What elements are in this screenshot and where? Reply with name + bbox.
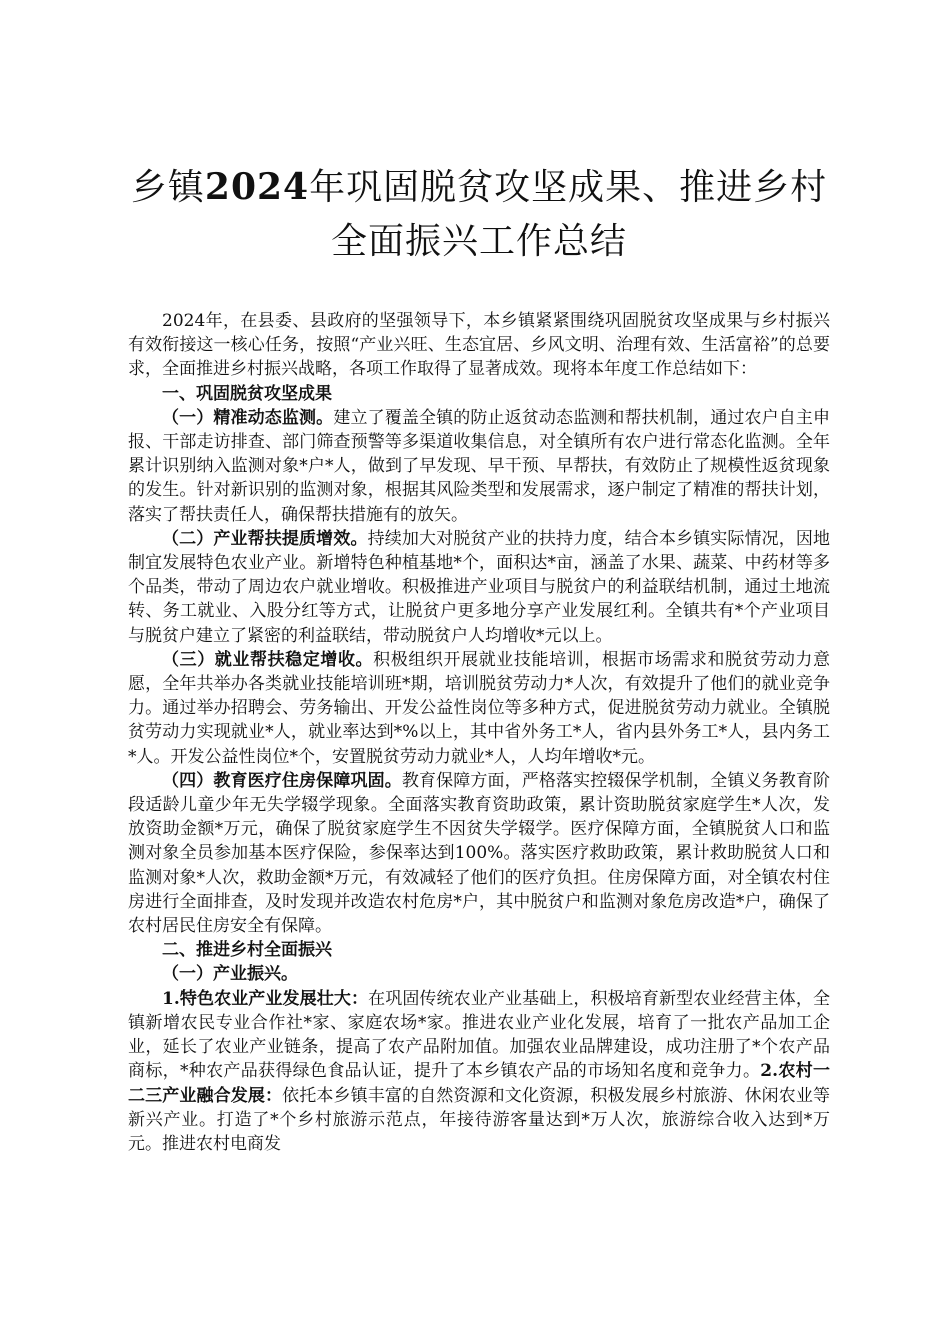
title-prefix: 乡镇 [130, 167, 205, 208]
paragraph-lead: （三）就业帮扶稳定增收。 [162, 649, 374, 670]
paragraph-body: 积极组织开展就业技能培训，根据市场需求和脱贫劳动力意愿，全年共举办各类就业技能培训班*期，培训脱贫劳动力*人次，有效提升了他们的就业竞争力。通过举办招聘会、劳务输出、开发公益性岗位等多种方式，促进脱贫劳动力就业。全镇脱贫劳动力实现就业*人，就业率达到*%以上，其中省外务工*人，省内县外务工*人，县内务工*人。开发公益性岗位*个，安置脱贫劳动力就业*人，人均年增收*元。 [128, 649, 831, 767]
title-year: 2024 [204, 166, 310, 208]
intro-paragraph: 2024年，在县委、县政府的坚强领导下，本乡镇紧紧围绕巩固脱贫攻坚成果与乡村振兴有效衔接这一核心任务，按照“产业兴旺、生态宜居、乡风文明、治理有效、生活富裕”的总要求，全面推进乡村振兴战略，各项工作取得了显著成效。现将本年度工作总结如下： [128, 311, 830, 380]
paragraph-lead: （四）教育医疗住房保障巩固。 [162, 770, 402, 791]
paragraph-body: 依托本乡镇丰富的自然资源和文化资源，积极发展乡村旅游、休闲农业等新兴产业。打造了*个乡村旅游示范点，年接待游客量达到*万人次，旅游综合收入达到*万元。推进农村电商发 [128, 1085, 830, 1154]
document-title [128, 160, 830, 269]
subsection-heading-industry: （一）产业振兴。 [162, 964, 298, 985]
paragraph-employment [128, 648, 830, 769]
document-page [128, 160, 830, 1156]
paragraph-industry-revitalization [128, 987, 830, 1156]
paragraph-body: 教育保障方面，严格落实控辍保学机制，全镇义务教育阶段适龄儿童少年无失学辍学现象。全面落实教育资助政策，累计资助脱贫家庭学生*人次，发放资助金额*万元，确保了脱贫家庭学生不因贫失学辍学。医疗保障方面，全镇脱贫人口和监测对象全员参加基本医疗保险，参保率达到100%。落实医疗救助政策，累计救助脱贫人口和监测对象*人次，救助金额*万元，有效减轻了他们的医疗负担。住房保障方面，对全镇农村住房进行全面排查，及时发现并改造农村危房*户，其中脱贫户和监测对象危房改造*户，确保了农村居民住房安全有保障。 [128, 770, 831, 937]
paragraph-lead: （二）产业帮扶提质增效。 [162, 528, 368, 549]
paragraph-lead: 2.农村一二三产业融合发展： [128, 1061, 831, 1106]
paragraph-monitoring [128, 406, 830, 527]
section-heading-2: 二、推进乡村全面振兴 [162, 940, 332, 961]
paragraph-industry-support [128, 527, 830, 648]
section-heading-1: 一、巩固脱贫攻坚成果 [162, 383, 332, 404]
paragraph-body: 在巩固传统农业产业基础上，积极培育新型农业经营主体，全镇新增农民专业合作社*家、家庭农场*家。推进农业产业化发展，培育了一批农产品加工企业，延长了农业产业链条，提高了农产品附加值。加强农业品牌建设，成功注册了*个农产品商标，*种农产品获得绿色食品认证，提升了本乡镇农产品的市场知名度和竞争力。 [128, 988, 831, 1082]
paragraph-lead: 1.特色农业产业发展壮大： [162, 988, 369, 1009]
paragraph-body: 持续加大对脱贫产业的扶持力度，结合本乡镇实际情况，因地制宜发展特色农业产业。新增特色种植基地*个，面积达*亩，涵盖了水果、蔬菜、中药材等多个品类，带动了周边农户就业增收。积极推进产业项目与脱贫户的利益联结机制，通过土地流转、务工就业、入股分红等方式，让脱贫户更多地分享产业发展红利。全镇共有*个产业项目与脱贫户建立了紧密的利益联结，带动脱贫户人均增收*元以上。 [128, 528, 831, 646]
paragraph-security [128, 769, 830, 938]
paragraph-body: 建立了覆盖全镇的防止返贫动态监测和帮扶机制，通过农户自主申报、干部走访排查、部门筛查预警等多渠道收集信息，对全镇所有农户进行常态化监测。全年累计识别纳入监测对象*户*人，做到了早发现、早干预、早帮扶，有效防止了规模性返贫现象的发生。针对新识别的监测对象，根据其风险类型和发展需求，逐户制定了精准的帮扶计划，落实了帮扶责任人，确保帮扶措施有的放矢。 [128, 407, 831, 525]
paragraph-lead: （一）精准动态监测。 [162, 407, 334, 428]
title-suffix: 年巩固脱贫攻坚成果、推进乡村全面振兴工作总结 [309, 167, 828, 262]
